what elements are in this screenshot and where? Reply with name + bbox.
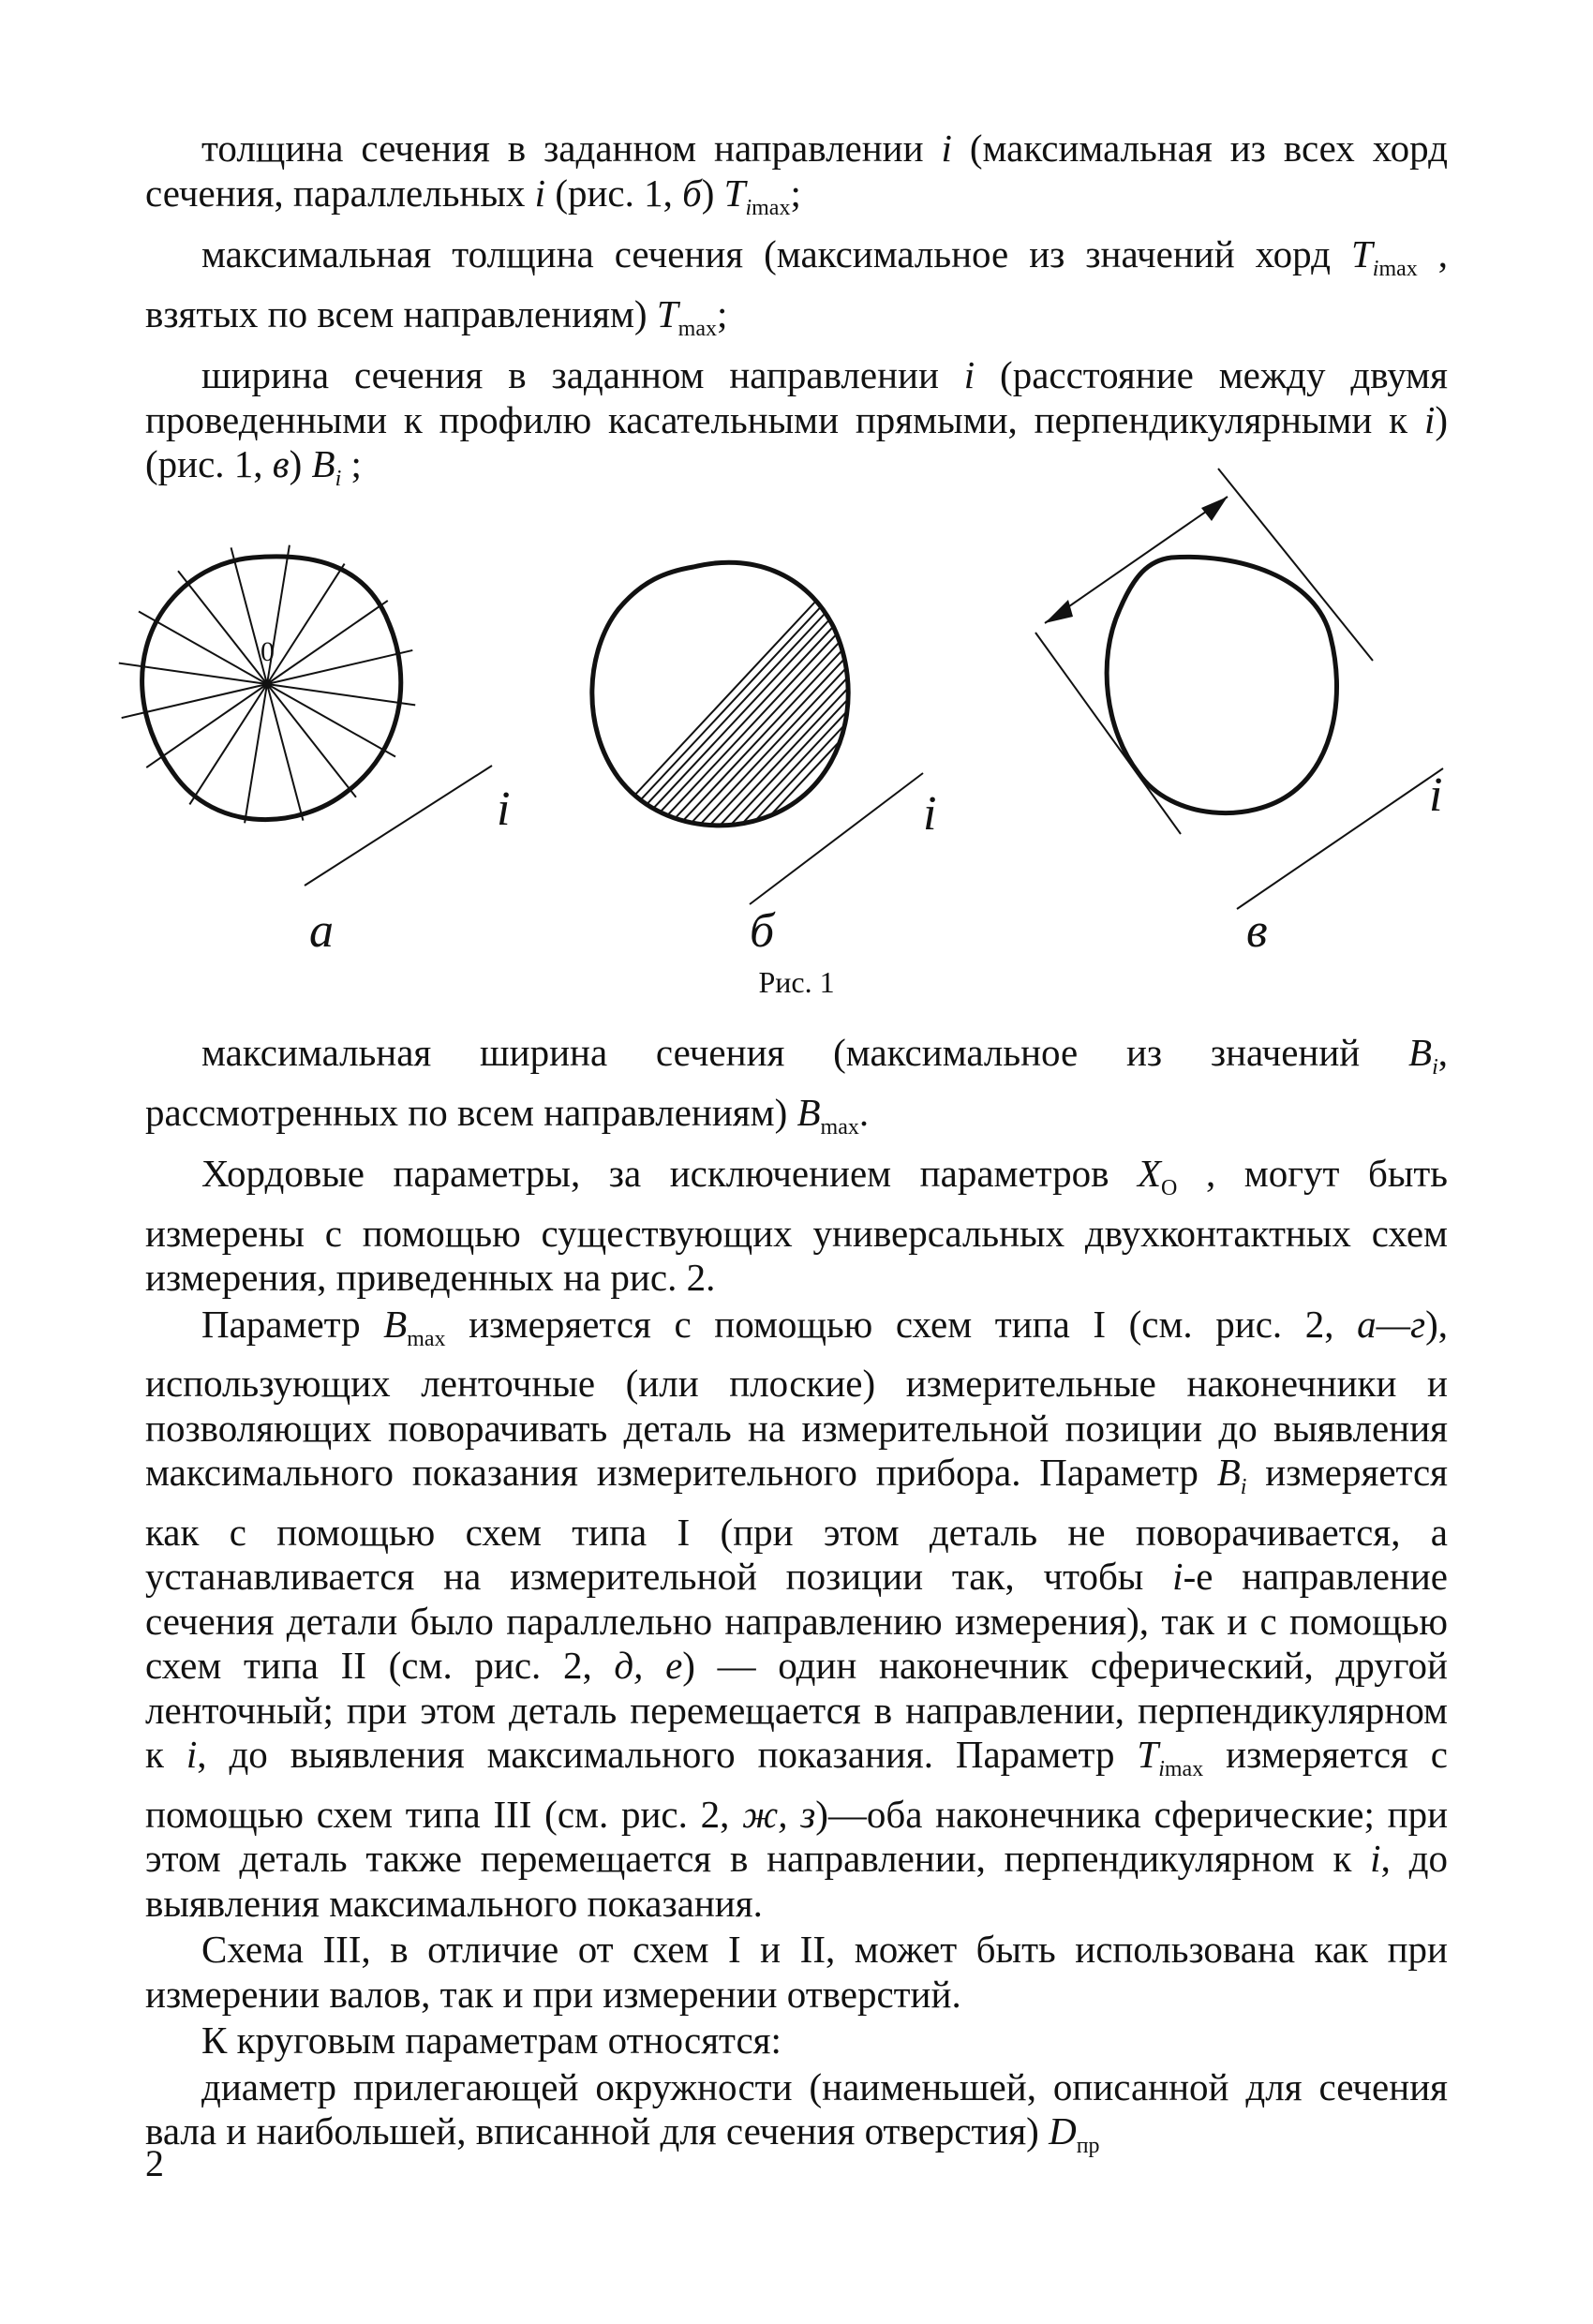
center-label: 0 — [261, 636, 275, 667]
paragraph: Хордовые параметры, за исключением параметров $X_O$ , могут быть измерены с помощью существующих универсальных двухконтактных схем измерения, приведенных на рис. 2. — [145, 1152, 1449, 1299]
radial-line — [267, 684, 303, 821]
figure-caption: Рис. 1 — [758, 965, 835, 999]
figure-panel-c — [1035, 469, 1443, 958]
paragraph: К круговым параметрам относятся: — [201, 2019, 782, 2062]
paragraph: диаметр прилегающей окружности (наименьшей, описанной для сечения вала и наибольшей, вписанной для сечения отверстия) $D_{пр}$ — [145, 2064, 1448, 2158]
radial-line — [267, 650, 412, 684]
direction-label-c: i — [1429, 768, 1443, 822]
radial-line — [178, 571, 267, 684]
radial-line — [267, 684, 356, 797]
figure-1 — [0, 459, 1593, 965]
paragraph: толщина сечения в заданном направлении i (максимальная из всех хорд сечения, параллельных i (рис. 1, б) $T_{imax}$; — [145, 127, 1449, 220]
paragraph: ширина сечения в заданном направлении i (расстояние между двумя проведенными к профилю касательными прямыми, перпендикулярными к i) (рис. 1, в) $B_i$ ; — [145, 353, 1448, 491]
figure-panel-b — [581, 562, 998, 958]
radial-line — [267, 601, 388, 684]
panel-label-c: в — [1246, 904, 1268, 958]
radial-line — [267, 564, 345, 684]
radial-line — [267, 684, 415, 705]
page-number: 2 — [145, 2142, 164, 2184]
text-block-bottom — [145, 1031, 1448, 2171]
radial-line — [139, 612, 267, 684]
paragraph: Схема III, в отличие от схем I и II, может быть использована как при измерении валов, так и при измерении отверстий. — [145, 1928, 1448, 2016]
radial-line — [245, 684, 267, 823]
figure-panel-a — [119, 545, 511, 958]
panel-label-a: а — [309, 904, 334, 958]
text-block-top — [145, 127, 1448, 504]
radial-line — [189, 684, 267, 804]
paragraph: Параметр $B_{max}$ измеряется с помощью схем типа I (см. рис. 2, а—г), использующих ленточные (или плоские) измерительные наконечники и позволяющих поворачивать деталь на измерительной позиции до выявления максимального показания измерительного прибора. Параметр $B_i$ измеряется как с помощью схем типа I (при этом деталь не поворачивается, а устанавливается на измерительной позиции так, чтобы i-е направление сечения детали было параллельно направлению измерения), так и с помощью схем типа II (см. рис. 2, д, е) — один наконечник сферический, другой ленточный; при этом деталь перемещается в направлении, перпендикулярном к i, до выявления максимального показания. Параметр $T_{imax}$ измеряется с помощью схем типа III (см. рис. 2, ж, з)—оба наконечника сферические; при этом деталь также перемещается в направлении, перпендикулярном к i, до выявления максимального показания. — [145, 1302, 1449, 1925]
hatch-line — [663, 572, 926, 853]
direction-label-b: i — [923, 787, 937, 841]
radial-line — [267, 684, 395, 756]
paragraph: максимальная толщина сечения (максимальное из значений хорд $T_{imax}$ , взятых по всем направлениям) $T_{max}$; — [145, 232, 1449, 341]
panel-label-b: б — [750, 904, 775, 958]
direction-label-a: i — [497, 782, 511, 836]
paragraph: максимальная ширина сечения (максимальное из значений $B_i$, рассмотренных по всем направлениям) $B_{max}$. — [145, 1031, 1448, 1140]
radial-line — [146, 684, 267, 767]
